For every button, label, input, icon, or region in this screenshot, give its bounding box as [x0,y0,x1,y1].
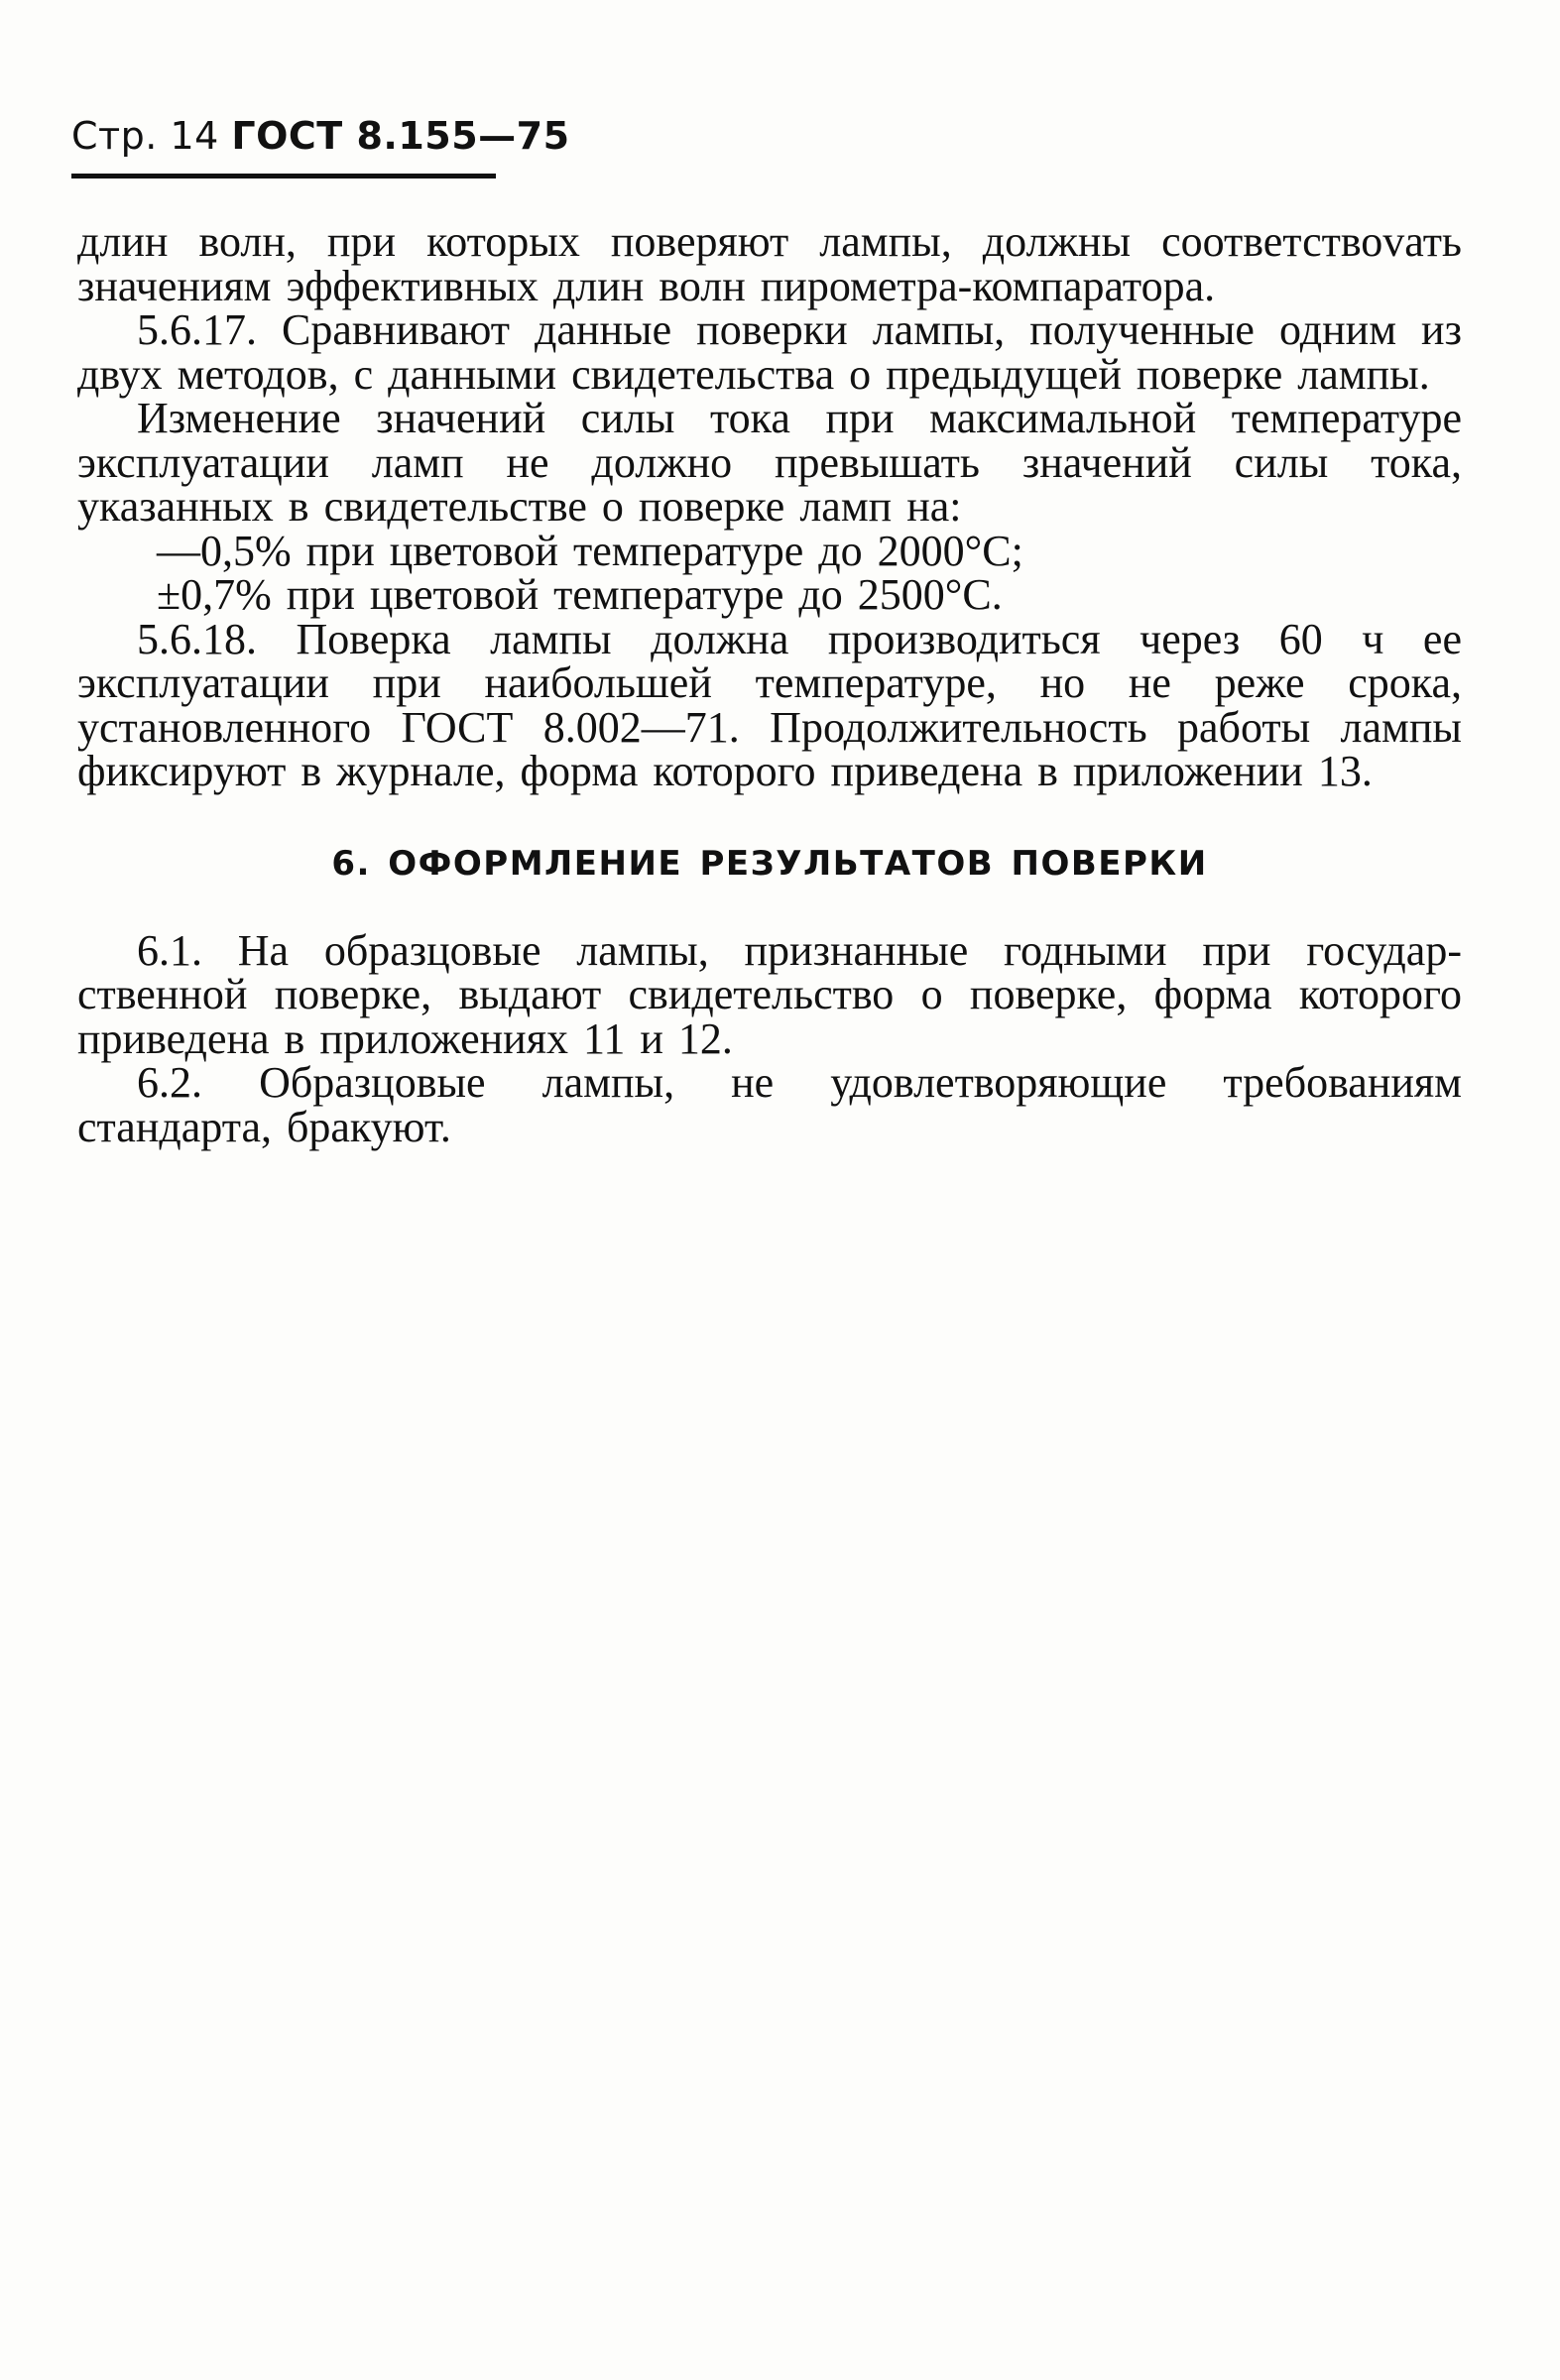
running-header [71,114,570,158]
tolerance-line-1: —0,5% при цветовой температуре до 2000°С; [157,526,1023,575]
section-6-heading: 6. ОФОРМЛЕНИЕ РЕЗУЛЬТАТОВ ПОВЕРКИ [331,843,1208,884]
continuation-paragraph: длин волн, при которых поверяют лампы, должны соответствоvать значениям эффективных длин волн пирометра-компаратора. [77,217,1462,310]
standard-number: ГОСТ 8.155—75 [231,114,570,158]
clause-6-2: 6.2. Образцовые лампы, не удовлетворяющие требованиям стандарта, бракуют. [77,1058,1462,1151]
document-body [77,217,1462,1151]
current-change-paragraph: Изменение значений силы тока при максимальной температуре эксплуатации ламп не должно превышать значений силы тока, указанных в свидетельстве о поверке ламп на: [77,394,1462,531]
clause-5-6-18: 5.6.18. Поверка лампы должна производиться через 60 ч ее эксплуатации при наибольшей температуре, но не реже срока, установленного ГОСТ 8.002—71. Продолжительность работы лампы фиксируют в журнале, форма которого приведена в приложении 13. [77,614,1462,795]
page-number-label: Стр. 14 [71,114,219,158]
clause-5-6-17: 5.6.17. Сравнивают данные поверки лампы, полученные одним из двух методов, с данными свидетельства о предыдущей поверке лампы. [77,305,1462,399]
tolerance-line-2: ±0,7% при цветовой температуре до 2500°С. [157,570,1003,619]
header-rule [71,174,496,178]
clause-6-1: 6.1. На образцовые лампы, признанные годными при государственной поверке, выдают свидетельство о поверке, форма которого приведена в приложениях 11 и 12. [77,925,1462,1063]
